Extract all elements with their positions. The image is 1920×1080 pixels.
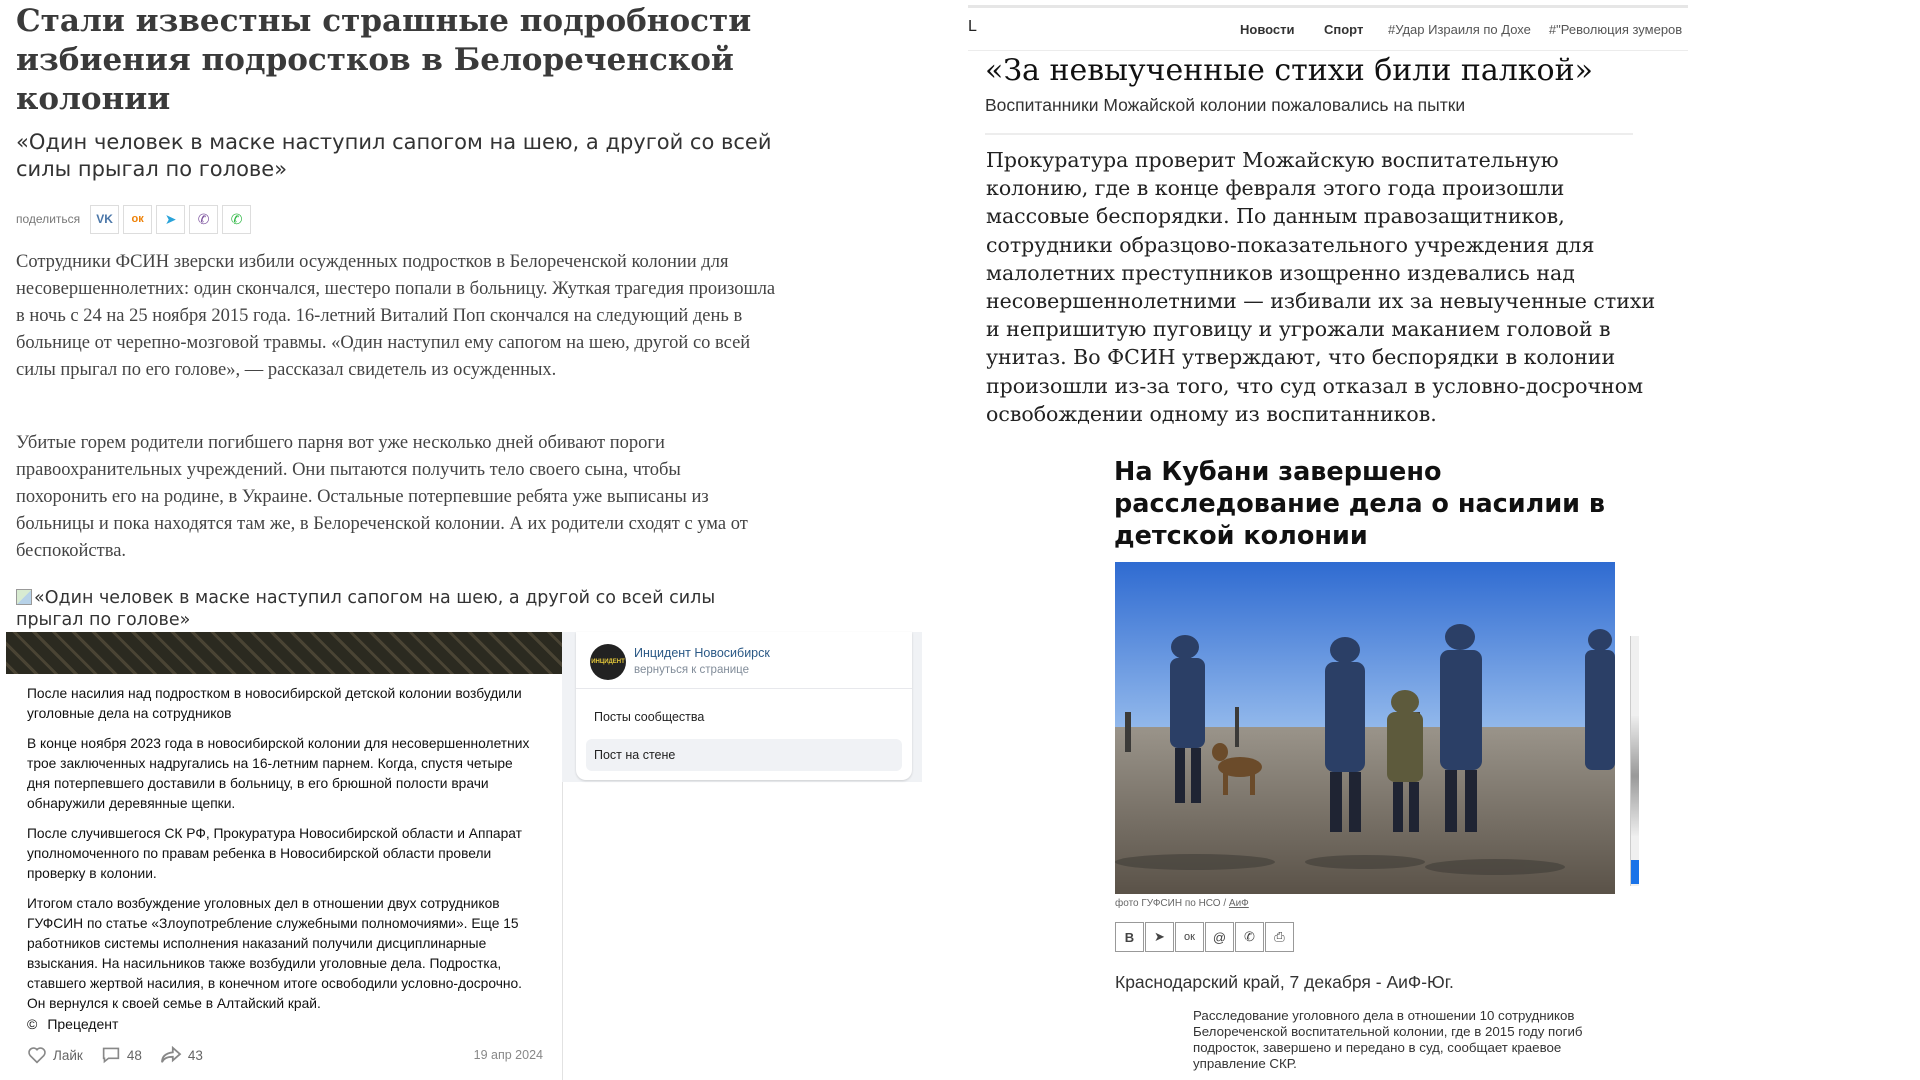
broken-image bbox=[16, 587, 776, 631]
article-lead: Воспитанники Можайской колонии пожаловались на пытки bbox=[985, 95, 1466, 115]
article-paragraph: Сотрудники ФСИН зверски избили осужденных подростков в Белореченской колонии для несовершеннолетних: один скончался, шестеро попали в больницу. Жуткая трагедия произошла в ночь с 24 на 25 ноября 2015 года. 16-летний Виталий Поп скончался на следующий день в больнице от черепно-мозговой травмы. «Один наступил ему сапогом на шею, другой со всей силы прыгал по его голове», — рассказал свидетель из осужденных. bbox=[16, 252, 776, 380]
share-vk-button[interactable] bbox=[90, 205, 119, 234]
share-label: поделиться bbox=[16, 212, 81, 226]
share-viber-button[interactable] bbox=[189, 205, 218, 234]
post-paragraph: В конце ноября 2023 года в новосибирской колонии для несовершеннолетних трое заключенных надругались на 16-летним парнем. Когда, спустя четыре дня потерпевшего доставили в больницу, в его брюшной полости врачи обнаружили деревянные щепки. bbox=[27, 736, 530, 811]
top-nav bbox=[968, 5, 1688, 51]
back-link[interactable]: вернуться к странице bbox=[634, 664, 749, 676]
article-beloreченsk bbox=[0, 0, 800, 632]
share-viber-button[interactable] bbox=[1235, 922, 1264, 952]
repost-count: 43 bbox=[187, 1047, 203, 1063]
photo-caption-text: фото ГУФСИН по НСО / bbox=[1115, 898, 1229, 909]
share-ok-button[interactable] bbox=[123, 205, 152, 234]
share-arrow-icon bbox=[160, 1046, 182, 1064]
article-kuban bbox=[1100, 450, 1640, 1080]
post-paragraph: После насилия над подростком в новосибирской детской колонии возбудили уголовные дела на сотрудников bbox=[27, 686, 522, 721]
share-telegram-button[interactable] bbox=[1145, 922, 1174, 952]
community-name[interactable]: Инцидент Новосибирск bbox=[634, 646, 770, 660]
photo-caption-link[interactable]: АиФ bbox=[1228, 898, 1249, 909]
article-summary: Расследование уголовного дела в отношении 10 сотрудников Белореченской воспитательной колонии, где в 2015 году погиб подросток, завершено и передано в суд, сообщает краевое управление СКР. bbox=[1193, 1008, 1583, 1071]
share-whatsapp-button[interactable] bbox=[222, 205, 251, 234]
source-label[interactable]: Прецедент bbox=[47, 1016, 119, 1032]
viber-icon: ✆ bbox=[197, 210, 210, 227]
menu-item-community-posts[interactable]: Посты сообщества bbox=[594, 710, 705, 724]
share-mail-button[interactable] bbox=[1205, 922, 1234, 952]
scrollbar-thumb[interactable] bbox=[1631, 716, 1639, 836]
whatsapp-icon: ✆ bbox=[230, 210, 243, 227]
article-body: Прокуратура проверит Можайскую воспитательную колонию, где в конце февраля этого года произошли массовые беспорядки. По данным правозащитников, сотрудники образцово-показательного учреждения для малолетних преступников изощренно издевались над несовершеннолетними — избивали их за невыученные стихи и непришитую пуговицу и угрожали маканием головой в унитаз. Во ФСИН утверждают, что беспорядки в колонии произошли из-за того, что суд отказал в условно-досрочном освобождении одному из воспитанников. bbox=[986, 148, 1656, 426]
article-paragraph: Убитые горем родители погибшего парня вот уже несколько дней обивают пороги правоохранительных учреждений. Они пытаются получить тело своего сына, чтобы похоронить его на родине, в Украине. Остальные потерпевшие ребята уже выписаны из больницы и пока находятся там же, в Белореченской колонии. А их родители сходят с ума от беспокойства. bbox=[16, 433, 748, 561]
article-headline: «За невыученные стихи били палкой» bbox=[985, 53, 1593, 88]
scrollbar[interactable] bbox=[1630, 636, 1639, 886]
vk-icon: В bbox=[1124, 929, 1135, 945]
broken-image-icon bbox=[16, 589, 32, 605]
nav-tag[interactable]: #Удар Израиля по Дохе bbox=[1388, 22, 1531, 37]
article-title: Стали известны страшные подробности избиения подростков в Белореченской колонии bbox=[16, 3, 752, 117]
menu-item-wall-post[interactable]: Пост на стене bbox=[586, 739, 902, 771]
dateline: Краснодарский край, 7 декабря - АиФ-Юг. bbox=[1115, 972, 1454, 992]
scrollbar-marker bbox=[1631, 860, 1639, 884]
divider bbox=[576, 688, 912, 689]
vk-community-card bbox=[562, 632, 922, 782]
nav-cut-letter: L bbox=[968, 18, 977, 35]
nav-tag[interactable]: #"Революция зумеров bbox=[1548, 22, 1683, 37]
avatar-text: ИНЦИДЕНТ bbox=[591, 659, 625, 665]
share-ok-button[interactable] bbox=[1175, 922, 1204, 952]
share-telegram-button[interactable] bbox=[156, 205, 185, 234]
post-source bbox=[27, 1016, 118, 1032]
avatar[interactable] bbox=[590, 644, 626, 680]
repost-button[interactable] bbox=[160, 1046, 203, 1064]
article-photo bbox=[1115, 562, 1615, 894]
comment-count: 48 bbox=[126, 1047, 142, 1063]
share-bar bbox=[16, 204, 251, 234]
mail-icon: @ bbox=[1212, 929, 1227, 945]
telegram-icon: ➤ bbox=[164, 210, 177, 227]
post-actions bbox=[27, 1046, 543, 1064]
post-image-banner bbox=[6, 632, 562, 674]
print-button[interactable] bbox=[1265, 922, 1294, 952]
comment-button[interactable] bbox=[101, 1046, 142, 1064]
nav-tags bbox=[1388, 22, 1688, 37]
vk-post bbox=[6, 632, 563, 1080]
divider bbox=[985, 133, 1633, 135]
vk-icon: VK bbox=[96, 212, 113, 226]
like-label: Лайк bbox=[53, 1047, 83, 1063]
article-headline: На Кубани завершено расследование дела о насилии в детской колонии bbox=[1114, 457, 1606, 551]
image-alt-text: «Один человек в маске наступил сапогом на шею, а другой со всей силы прыгал по голове» bbox=[16, 588, 716, 630]
share-bar bbox=[1115, 922, 1295, 952]
heart-icon bbox=[27, 1046, 47, 1064]
telegram-icon: ➤ bbox=[1154, 929, 1165, 944]
copyright-icon: © bbox=[27, 1016, 38, 1032]
viber-icon: ✆ bbox=[1244, 929, 1255, 944]
photo-caption bbox=[1115, 898, 1249, 909]
comment-icon bbox=[101, 1046, 121, 1064]
nav-sport[interactable]: Спорт bbox=[1324, 22, 1364, 37]
nav-news[interactable]: Новости bbox=[1240, 22, 1295, 37]
odnoklassniki-icon: ок bbox=[1184, 931, 1195, 943]
share-vk-button[interactable] bbox=[1115, 922, 1144, 952]
print-icon: ⎙ bbox=[1274, 929, 1285, 944]
post-paragraph: Итогом стало возбуждение уголовных дел в отношении двух сотрудников ГУФСИН по статье «Злоупотребление служебными полномочиями». Еще 15 работников системы исполнения наказаний получили дисциплинарные взыскания. На насильников также возбудили уголовные дела. Подростка, ставшего жертвой насилия, в конечном итоге освободили условно-досрочно. Он вернулся к своей семье в Алтайский край. bbox=[27, 896, 523, 1011]
odnoklassniki-icon: ок bbox=[131, 213, 144, 225]
like-button[interactable] bbox=[27, 1046, 83, 1064]
post-paragraph: После случившегося СК РФ, Прокуратура Новосибирской области и Аппарат уполномоченного по правам ребенка в Новосибирской области провели проверку в колонии. bbox=[27, 826, 522, 881]
article-subtitle: «Один человек в маске наступил сапогом на шею, а другой со всей силы прыгал по голове» bbox=[16, 130, 772, 181]
community-card bbox=[576, 632, 912, 780]
post-date: 19 апр 2024 bbox=[473, 1048, 543, 1062]
photo-image bbox=[1115, 562, 1615, 894]
